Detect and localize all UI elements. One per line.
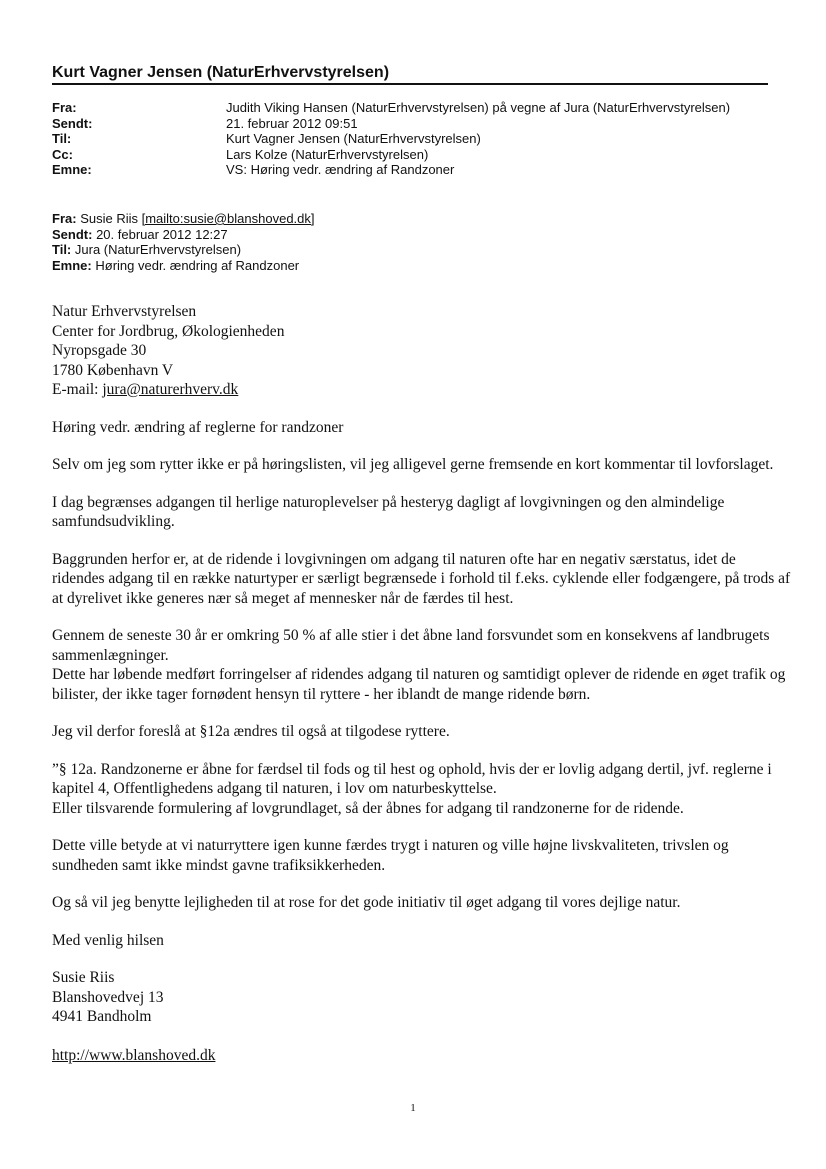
paragraph: Og så vil jeg benytte lejligheden til at rose for det gode initiativ til øget adgang til vores dejlige natur. xyxy=(52,894,681,911)
forwarded-sent-value: 20. februar 2012 12:27 xyxy=(96,226,228,242)
meta-value: 21. februar 2012 09:51 xyxy=(226,115,358,131)
meta-label: Sendt: xyxy=(52,115,93,131)
meta-row-cc xyxy=(52,147,730,163)
paragraph-proposal xyxy=(52,760,792,819)
forwarded-from-value: Susie Riis xyxy=(80,211,138,226)
paragraph: Selv om jeg som rytter ikke er på høringslisten, vil jeg alligevel gerne fremsende en kort kommentar til lovforslaget. xyxy=(52,456,774,473)
meta-label: Til: xyxy=(52,131,72,146)
email-label: E-mail: xyxy=(52,381,99,398)
address-line: Nyropsgade 30 xyxy=(52,342,147,359)
meta-row-to xyxy=(52,131,730,147)
meta-label: Cc: xyxy=(52,146,73,162)
forwarded-subject-value: Høring vedr. ændring af Randzoner xyxy=(95,257,300,273)
address-line: Natur Erhvervstyrelsen xyxy=(52,303,197,320)
mailbox-owner-title: Kurt Vagner Jensen (NaturErhvervstyrelsen) xyxy=(52,64,768,85)
paragraph-sentence: Eller tilsvarende formulering af lovgrundlaget, så der åbnes for adgang til randzonerne for de ridende. xyxy=(52,799,684,817)
signature-street: Blanshovedvej 13 xyxy=(52,988,164,1006)
meta-label: Emne: xyxy=(52,162,92,177)
paragraph: Jeg vil derfor foreslå at §12a ændres til også at tilgodese ryttere. xyxy=(52,723,450,740)
paragraph: I dag begrænses adgangen til herlige naturoplevelser på hesteryg dagligt af lovgivningen og den almindelige samfundsudvikling. xyxy=(52,493,725,530)
meta-row-from xyxy=(52,100,730,116)
email-header-table xyxy=(52,100,730,178)
email-link[interactable]: jura@naturerhverv.dk xyxy=(102,381,239,398)
address-line: 1780 København V xyxy=(52,361,174,379)
sender-mailto-link[interactable]: [mailto:susie@blanshoved.dk] xyxy=(141,211,315,226)
letter-subject: Høring vedr. ændring af reglerne for randzoner xyxy=(52,418,344,436)
forwarded-subject-row xyxy=(52,258,315,274)
meta-label: Fra: xyxy=(52,100,77,115)
meta-row-sent xyxy=(52,116,730,132)
signature-city: 4941 Bandholm xyxy=(52,1008,152,1025)
signature-name: Susie Riis xyxy=(52,969,115,986)
paragraph-sentence: Gennem de seneste 30 år er omkring 50 % af alle stier i det åbne land forsvundet som en konsekvens af landbrugets sammenlægninger. xyxy=(52,627,770,664)
forwarded-subject-label: Emne: xyxy=(52,257,92,273)
paragraph: Dette ville betyde at vi naturryttere igen kunne færdes trygt i naturen og ville højne livskvaliteten, trivslen og sundheden samt ikke mindst gavne trafiksikkerheden. xyxy=(52,837,729,874)
meta-row-subject xyxy=(52,162,730,178)
website-line xyxy=(52,1046,792,1066)
forwarded-from-label: Fra: xyxy=(52,211,77,226)
meta-value: Judith Viking Hansen (NaturErhvervstyrelsen) på vegne af Jura (NaturErhvervstyrelsen) xyxy=(226,100,731,115)
paragraph xyxy=(52,626,792,704)
signature xyxy=(52,968,792,1065)
forwarded-to-row xyxy=(52,242,315,258)
closing: Med venlig hilsen xyxy=(52,931,164,949)
page-number: 1 xyxy=(410,1102,416,1114)
forwarded-to-label: Til: xyxy=(52,242,72,257)
meta-value: VS: Høring vedr. ændring af Randzoner xyxy=(226,162,455,177)
forwarded-to-value: Jura (NaturErhvervstyrelsen) xyxy=(74,242,242,257)
paragraph-sentence: Dette har løbende medført forringelser af ridendes adgang til naturen og samtidigt oplever de ridende en øget trafik og bilister, der ikke tager fornødent hensyn til ryttere - her iblandt de mange ridende børn. xyxy=(52,666,786,703)
forwarded-header xyxy=(52,211,315,273)
forwarded-sent-row xyxy=(52,227,315,243)
forwarded-from-row xyxy=(52,211,315,227)
recipient-address xyxy=(52,302,792,400)
website-link[interactable]: http://www.blanshoved.dk xyxy=(52,1046,216,1064)
letter-body xyxy=(52,302,792,1065)
paragraph-sentence: ”§ 12a. Randzonerne er åbne for færdsel til fods og til hest og ophold, hvis der er lovlig adgang dertil, jvf. reglerne i kapitel 4, Offentlighedens adgang til naturen, i lov om naturbeskyttelse. xyxy=(52,760,772,797)
paragraph: Baggrunden herfor er, at de ridende i lovgivningen om adgang til naturen ofte har en negativ særstatus, idet de ridendes adgang til en række naturtyper er særligt begrænsede i forhold til f.eks. cyklende eller fodgængere, på trods af at dyrelivet ikke generes nær så meget af mennesker når de færdes til hest. xyxy=(52,550,791,607)
meta-value: Lars Kolze (NaturErhvervstyrelsen) xyxy=(226,146,429,162)
address-email-line xyxy=(52,380,792,400)
forwarded-sent-label: Sendt: xyxy=(52,226,93,242)
meta-value: Kurt Vagner Jensen (NaturErhvervstyrelsen) xyxy=(226,131,481,146)
address-line: Center for Jordbrug, Økologienheden xyxy=(52,322,285,340)
